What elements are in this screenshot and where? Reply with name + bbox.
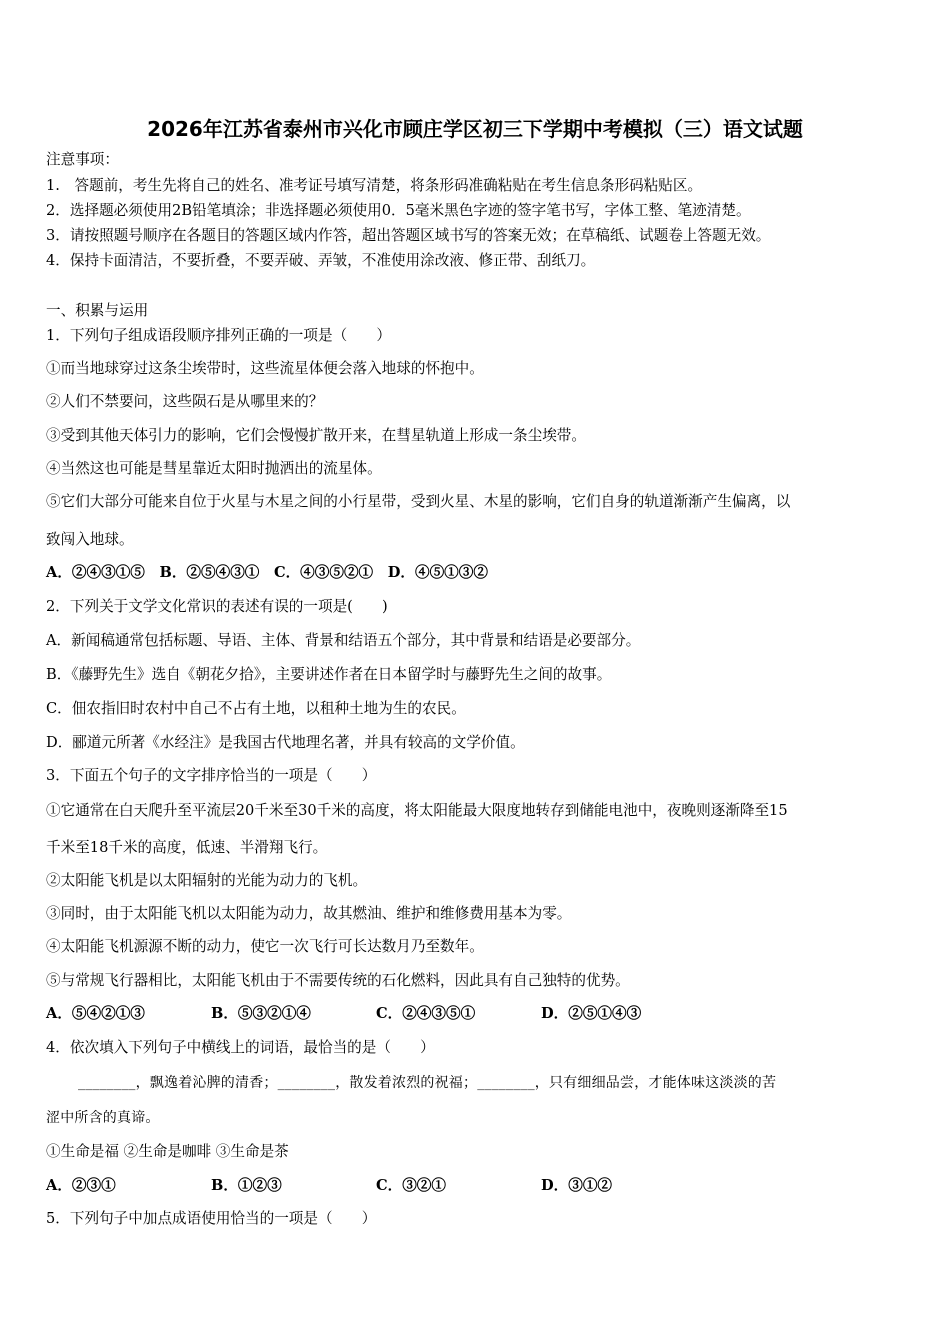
q4-passage-cont: 涩中所含的真谛。 [46, 1110, 160, 1126]
q4-stem: 4．依次填入下列句子中横线上的词语，最恰当的是（ ） [46, 1039, 435, 1056]
notice-item-4: 4．保持卡面清洁，不要折叠，不要弄破、弄皱，不准使用涂改液、修正带、刮纸刀。 [46, 252, 596, 269]
notice-item-3: 3．请按照题号顺序在各题目的答题区域内作答，超出答题区域书写的答案无效；在草稿纸、试题卷上答题无效。 [46, 227, 771, 244]
section-heading: 一、积累与运用 [46, 302, 149, 319]
q1-sentence-5: ⑤它们大部分可能来自位于火星与木星之间的小行星带，受到火星、木星的影响，它们自身的轨道渐渐产生偏离，以 [46, 493, 791, 510]
q3-sentence-5: ⑤与常规飞行器相比，太阳能飞机由于不需要传统的石化燃料，因此具有自己独特的优势。 [46, 972, 630, 989]
q2-option-d: D．郦道元所著《水经注》是我国古代地理名著，并具有较高的文学价值。 [46, 734, 525, 751]
q1-sentence-5-cont: 致闯入地球。 [46, 531, 134, 548]
q1-sentence-2: ②人们不禁要问，这些陨石是从哪里来的？ [46, 393, 324, 410]
q3-stem: 3．下面五个句子的文字排序恰当的一项是（ ） [46, 767, 377, 784]
q3-sentence-1-cont: 千米至18千米的高度，低速、半滑翔飞行。 [46, 839, 328, 856]
q3-option-a: A．⑤④②①③ [46, 1005, 145, 1022]
q1-sentence-1: ①而当地球穿过这条尘埃带时，这些流星体便会落入地球的怀抱中。 [46, 360, 484, 377]
q4-choices: ①生命是福 ②生命是咖啡 ③生命是茶 [46, 1143, 289, 1160]
notice-item-1: 1. 答题前，考生先将自己的姓名、准考证号填写清楚，将条形码准确粘贴在考生信息条形码粘贴区。 [46, 177, 703, 194]
q4-options [46, 1176, 906, 1196]
q1-options: A．②④③①⑤ B．②⑤④③① C．④③⑤②① D．④⑤①③② [46, 564, 488, 581]
q3-option-b: B．⑤③②①④ [211, 1005, 311, 1022]
notice-heading: 注意事项： [46, 151, 119, 168]
q3-option-c: C．②④③⑤① [376, 1005, 476, 1022]
q4-option-a: A．②③① [46, 1177, 116, 1194]
q3-sentence-4: ④太阳能飞机源源不断的动力，使它一次飞行可长达数月乃至数年。 [46, 938, 484, 955]
q4-option-d: D．③①② [541, 1177, 613, 1194]
q3-sentence-3: ③同时，由于太阳能飞机以太阳能为动力，故其燃油、维护和维修费用基本为零。 [46, 905, 572, 922]
notice-item-2: 2．选择题必须使用2B铅笔填涂；非选择题必须使用0．5毫米黑色字迹的签字笔书写，字体工整、笔迹清楚。 [46, 202, 751, 219]
q1-sentence-3: ③受到其他天体引力的影响，它们会慢慢扩散开来，在彗星轨道上形成一条尘埃带。 [46, 427, 586, 444]
q2-stem: 2．下列关于文学文化常识的表述有误的一项是( ) [46, 598, 388, 615]
q3-option-d: D．②⑤①④③ [541, 1005, 642, 1022]
q2-option-b: B．《藤野先生》选自《朝花夕拾》，主要讲述作者在日本留学时与藤野先生之间的故事。 [46, 666, 612, 683]
q1-stem: 1．下列句子组成语段顺序排列正确的一项是（ ） [46, 327, 391, 344]
q5-stem: 5．下列句子中加点成语使用恰当的一项是（ ） [46, 1210, 377, 1227]
q4-option-c: C．③②① [376, 1177, 446, 1194]
q2-option-a: A．新闻稿通常包括标题、导语、主体、背景和结语五个部分，其中背景和结语是必要部分。 [46, 632, 641, 649]
q4-option-b: B．①②③ [211, 1177, 282, 1194]
q3-options [46, 1004, 906, 1024]
q1-sentence-4: ④当然这也可能是彗星靠近太阳时抛洒出的流星体。 [46, 460, 382, 477]
q3-sentence-2: ②太阳能飞机是以太阳辐射的光能为动力的飞机。 [46, 872, 368, 889]
q2-option-c: C．佃农指旧时农村中自己不占有土地，以租种土地为生的农民。 [46, 700, 466, 717]
exam-title: 2026年江苏省泰州市兴化市顾庄学区初三下学期中考模拟（三）语文试题 [147, 117, 803, 141]
q3-sentence-1: ①它通常在白天爬升至平流层20千米至30千米的高度，将太阳能最大限度地转存到储能电池中，夜晚则逐渐降至15 [46, 802, 788, 819]
q4-passage: ________，飘逸着沁脾的清香；________，散发着浓烈的祝福；________，只有细细品尝，才能体味这淡淡的苦 [78, 1075, 777, 1091]
